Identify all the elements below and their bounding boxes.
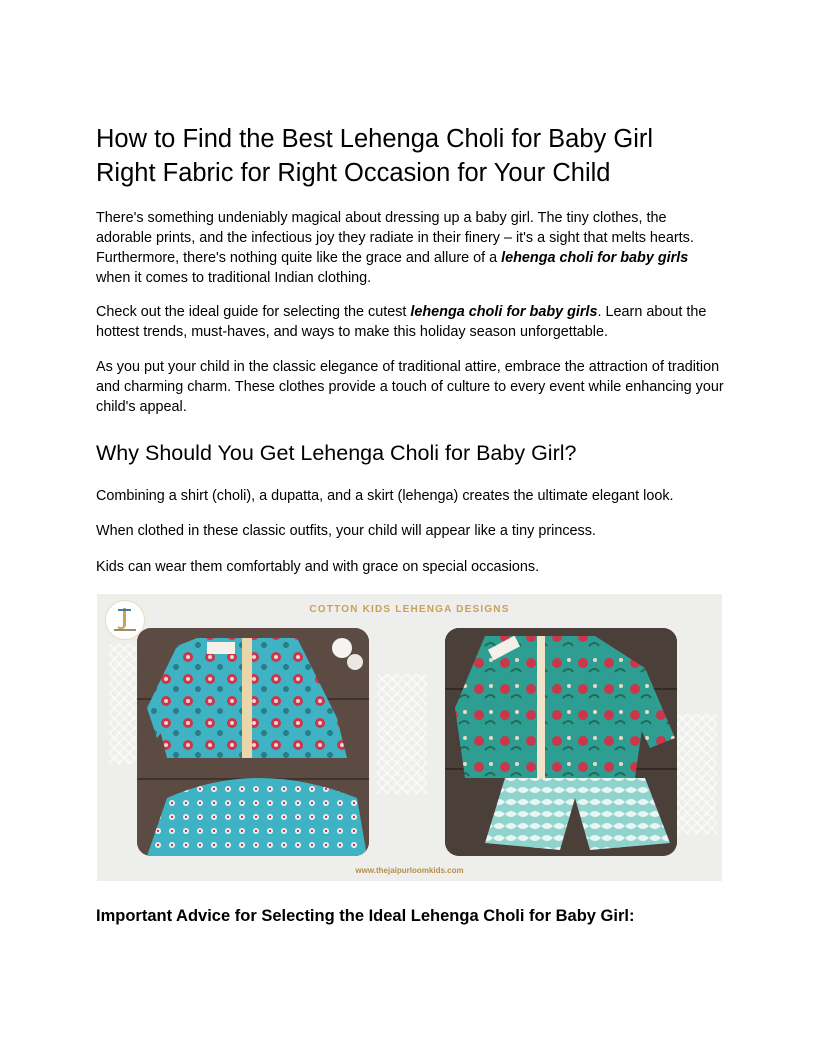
image-footer-url: www.thejaipurloomkids.com bbox=[355, 866, 464, 875]
intro-p1-text: There's something undeniably magical about dressing up a baby girl. The tiny clothes, the adorable prints, and the infectious joy they radiate in their finery – it's a sight that melts hearts. Furthermore, there's nothing quite like the grace and allure of a bbox=[96, 210, 694, 266]
section-heading-advice: Important Advice for Selecting the Ideal Lehenga Choli for Baby Girl: bbox=[96, 907, 635, 925]
intro-p1-emphasis: lehenga choli for baby girls bbox=[501, 250, 689, 266]
section-heading-why: Why Should You Get Lehenga Choli for Baby Girl? bbox=[96, 441, 577, 465]
intro-p1-text-end: when it comes to traditional Indian clothing. bbox=[96, 270, 372, 286]
lehenga-photo-turquoise bbox=[137, 628, 369, 856]
page-title bbox=[96, 122, 736, 190]
intro-paragraph-1 bbox=[96, 208, 724, 288]
why-paragraph-1: Combining a shirt (choli), a dupatta, and a skirt (lehenga) creates the ultimate elegant look. bbox=[96, 488, 674, 504]
lace-decoration-middle bbox=[377, 674, 427, 794]
intro-p2-emphasis: lehenga choli for baby girls bbox=[410, 304, 598, 320]
teal-lehenga-illustration bbox=[445, 628, 677, 856]
title-line-2: Right Fabric for Right Occasion for Your Child bbox=[96, 159, 611, 187]
intro-paragraph-2 bbox=[96, 302, 724, 342]
title-line-1: How to Find the Best Lehenga Choli for Baby Girl bbox=[96, 125, 654, 153]
lehenga-photo-teal bbox=[445, 628, 677, 856]
lace-decoration-right bbox=[677, 714, 717, 834]
lehenga-designs-image bbox=[97, 594, 722, 881]
image-banner-title: COTTON KIDS LEHENGA DESIGNS bbox=[309, 604, 510, 615]
why-paragraph-3: Kids can wear them comfortably and with grace on special occasions. bbox=[96, 559, 540, 575]
turquoise-lehenga-illustration bbox=[137, 628, 369, 856]
intro-paragraph-3: As you put your child in the classic elegance of traditional attire, embrace the attraction of tradition and charming charm. These clothes provide a touch of culture to every event while enhancing your child's appeal. bbox=[96, 359, 724, 415]
why-paragraph-2: When clothed in these classic outfits, your child will appear like a tiny princess. bbox=[96, 523, 596, 539]
intro-p2-text-end: . Learn about the hottest trends, must-haves, and ways to make this holiday season unforgettable. bbox=[96, 304, 707, 340]
intro-p2-text: Check out the ideal guide for selecting the cutest bbox=[96, 304, 411, 320]
